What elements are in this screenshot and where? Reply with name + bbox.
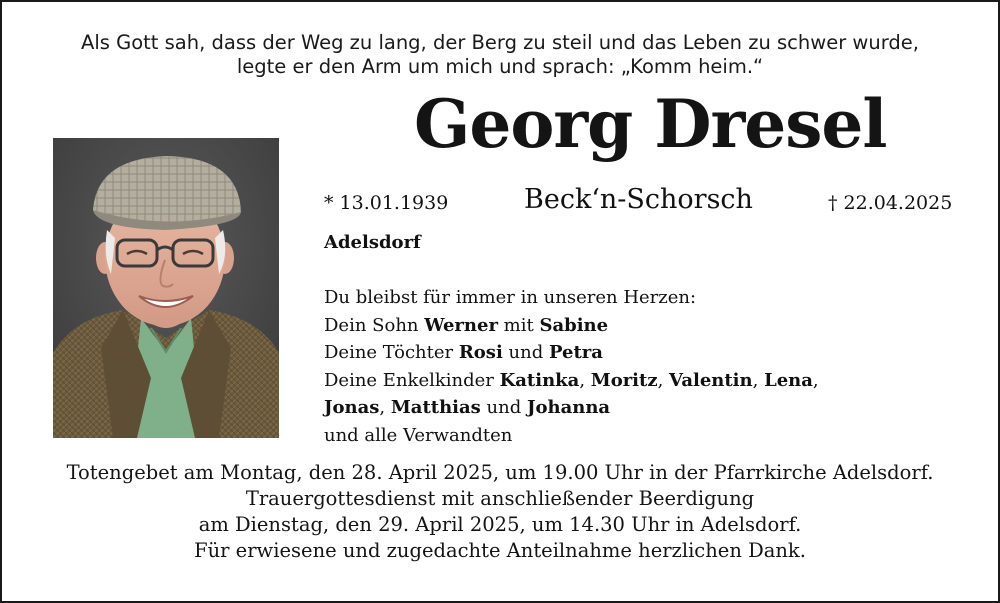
mourner-line-son (324, 312, 819, 340)
mourner-line-daughters (324, 339, 819, 367)
thanks-line: Für erwiesene und zugedachte Anteilnahme herzlichen Dank. (194, 539, 806, 562)
mourner-connector: und (502, 342, 549, 363)
hometown: Adelsdorf (324, 232, 421, 253)
mourner-name: Petra (548, 342, 603, 363)
mourner-name: Sabine (539, 314, 609, 336)
mourner-name: Jonas (324, 397, 380, 418)
mourner-relation: Dein Sohn (324, 314, 425, 336)
portrait-photo (53, 138, 279, 438)
mourner-line-relatives: und alle Verwandten (324, 424, 513, 446)
funeral-date-line: am Dienstag, den 29. April 2025, um 14.30 Uhr in Adelsdorf. (198, 513, 802, 536)
mourner-line-grandchildren (324, 367, 819, 395)
mourner-connector: und (480, 397, 527, 418)
mourner-connector: , (657, 369, 670, 391)
mourner-relation: Deine Töchter (324, 342, 459, 363)
mourner-line-grandchildren-2 (324, 394, 819, 422)
mourner-connector: , (379, 397, 391, 418)
mourners-list (324, 284, 819, 449)
mourner-name: Rosi (458, 342, 503, 363)
mourner-name: Valentin (669, 369, 753, 391)
mourner-name: Moritz (590, 369, 658, 391)
mourner-name: Matthias (390, 397, 481, 418)
motto-quote (2, 31, 998, 79)
death-date: † 22.04.2025 (828, 192, 953, 214)
motto-line-2: legte er den Arm um mich und sprach: „Komm heim.“ (236, 55, 764, 78)
mourner-connector: , (812, 369, 819, 391)
service-details (2, 460, 998, 564)
birth-date: * 13.01.1939 (324, 192, 449, 214)
mourner-connector: , (579, 369, 591, 391)
portrait-illustration (53, 138, 279, 438)
mourner-connector: mit (497, 314, 540, 336)
mourners-intro: Du bleibst für immer in unseren Herzen: (324, 287, 697, 308)
mourner-name: Lena (764, 369, 813, 391)
mourner-connector: , (752, 369, 765, 391)
deceased-name: Georg Dresel (414, 85, 887, 163)
prayer-service-line: Totengebet am Montag, den 28. April 2025, um 19.00 Uhr in der Pfarrkirche Adelsdorf. (66, 461, 934, 484)
nickname: Beck‘n-Schorsch (524, 184, 753, 215)
motto-line-1: Als Gott sah, dass der Weg zu lang, der Berg zu steil und das Leben zu schwer wurde, (81, 31, 919, 54)
mourner-name: Katinka (499, 369, 580, 391)
mourner-relation: Deine Enkelkinder (324, 369, 500, 391)
mourner-name: Johanna (526, 397, 611, 418)
mourner-name: Werner (424, 314, 498, 336)
funeral-service-line: Trauergottesdienst mit anschließender Beerdigung (245, 487, 755, 510)
